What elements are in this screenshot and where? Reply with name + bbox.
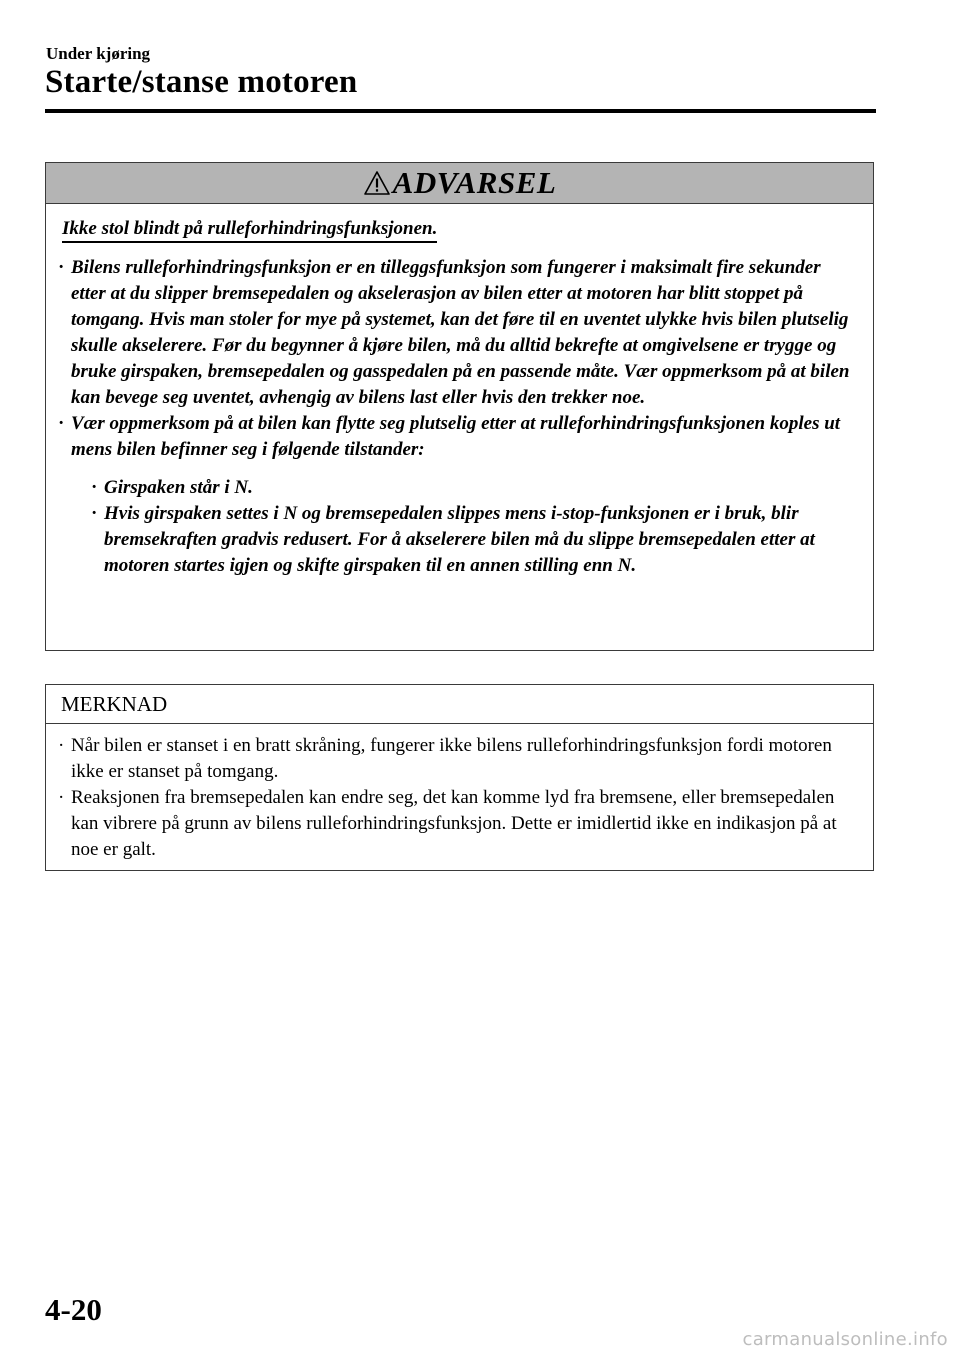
note-list — [62, 733, 857, 863]
warning-title: ADVARSEL — [392, 165, 557, 200]
warning-lead: Ikke stol blindt på rulleforhindringsfunksjonen. — [62, 218, 437, 243]
warning-subitem: · Girspaken står i N. — [95, 475, 857, 501]
warning-box — [45, 162, 874, 651]
warning-body — [46, 204, 873, 579]
warning-header — [46, 163, 873, 204]
warning-triangle-icon — [363, 170, 391, 196]
warning-item: · Bilens rulleforhindringsfunksjon er en tilleggsfunksjon som fungerer i maksimalt fire sekunder etter at du slipper bremsepedalen og akselerasjon av bilen etter at motoren har blitt stoppet på tomgang. Hvis man stoler for mye på systemet, kan det føre til en uventet ulykke hvis bilen plutselig skulle akselerere. Før du begynner å kjøre bilen, må du alltid bekrefte at omgivelsene er trygge og bruke girspaken, bremsepedalen og gasspedalen på en passende måte. Vær oppmerksom på at bilen kan bevege seg uventet, avhengig av bilens last eller hvis den trekker noe. — [62, 255, 857, 411]
warning-subitem: · Hvis girspaken settes i N og bremsepedalen slippes mens i-stop-funksjonen er i bruk, blir bremsekraften gradvis redusert. For å akselerere bilen må du slippe bremsepedalen etter at motoren startes igjen og skifte girspaken til en annen stilling enn N. — [95, 501, 857, 579]
note-body — [46, 724, 873, 863]
page-title: Starte/stanse motoren — [45, 64, 358, 100]
note-item: · Når bilen er stanset i en bratt skråning, fungerer ikke bilens rulleforhindringsfunksjon fordi motoren ikke er stanset på tomgang. — [62, 733, 857, 785]
page-number: 4-20 — [45, 1292, 102, 1327]
watermark: carmanualsonline.info — [742, 1329, 948, 1350]
note-header: MERKNAD — [46, 685, 873, 724]
title-rule — [45, 109, 876, 113]
note-item: · Reaksjonen fra bremsepedalen kan endre seg, det kan komme lyd fra bremsene, eller bremsepedalen kan vibrere på grunn av bilens rulleforhindringsfunksjon. Dette er imidlertid ikke en indikasjon på at noe er galt. — [62, 785, 857, 863]
note-box — [45, 684, 874, 871]
warning-item — [62, 411, 857, 579]
warning-item-text: Vær oppmerksom på at bilen kan flytte seg plutselig etter at rulleforhindringsfunksjonen koples ut mens bilen befinner seg i følgende tilstander: — [71, 413, 841, 460]
warning-list — [62, 255, 857, 579]
section-label: Under kjøring — [46, 44, 151, 63]
warning-sublist — [71, 475, 857, 579]
